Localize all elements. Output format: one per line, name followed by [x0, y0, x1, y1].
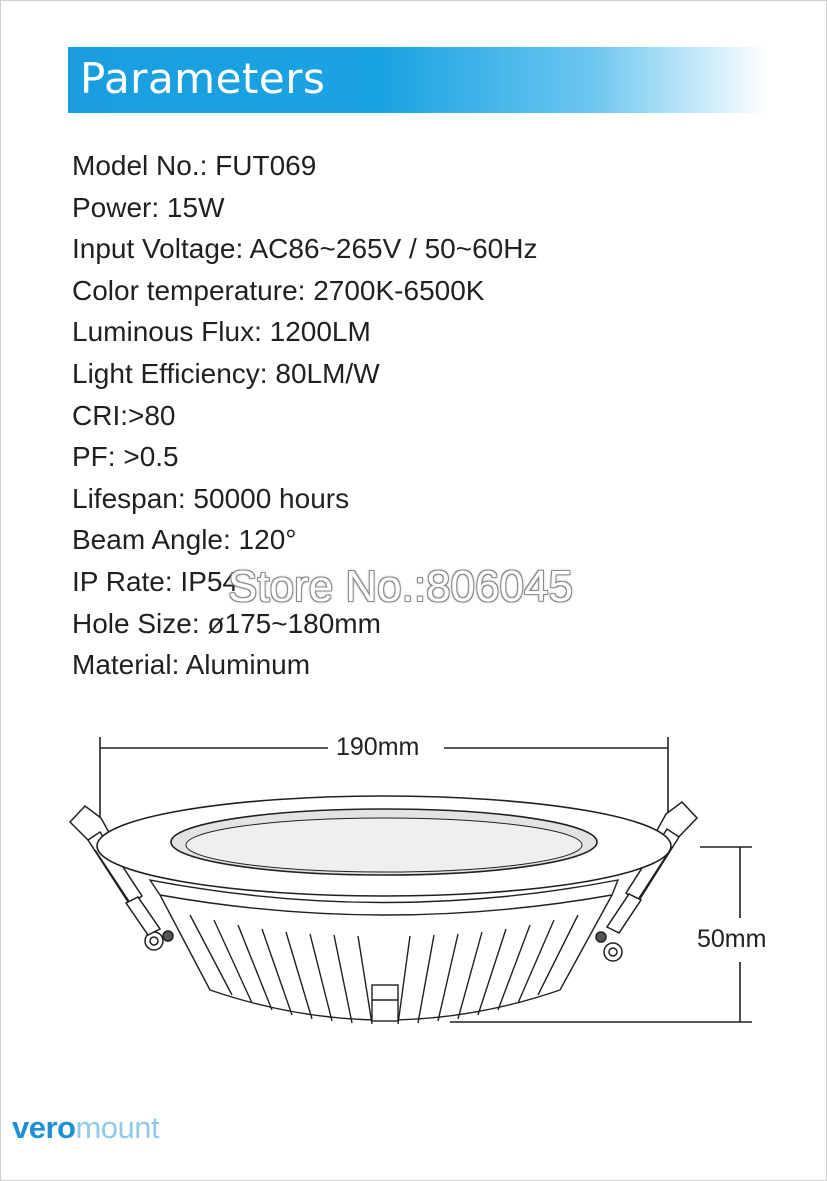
param-pf: PF: >0.5 [72, 441, 179, 473]
param-lifespan: Lifespan: 50000 hours [72, 482, 350, 514]
param-power: Power: 15W [72, 191, 225, 223]
param-cri: CRI:>80 [72, 399, 176, 431]
page-title: Parameters [80, 54, 326, 103]
brand-logo-part1: vero [12, 1110, 76, 1145]
param-color-temperature: Color temperature: 2700K-6500K [72, 274, 485, 306]
heat-sink [150, 880, 618, 1024]
trim-ring [97, 796, 671, 896]
param-material: Material: Aluminum [72, 649, 311, 681]
param-beam-angle: Beam Angle: 120° [72, 524, 297, 556]
param-ip-rate: IP Rate: IP54 [72, 565, 239, 597]
store-watermark: Store No.:806045 [228, 562, 573, 611]
param-light-efficiency: Light Efficiency: 80LM/W [72, 357, 380, 389]
width-dimension-label: 190mm [332, 733, 423, 762]
brand-logo [12, 1110, 159, 1146]
height-dimension-label: 50mm [693, 925, 770, 954]
brand-logo-part2: mount [75, 1110, 160, 1145]
param-luminous-flux: Luminous Flux: 1200LM [72, 316, 371, 348]
param-model: Model No.: FUT069 [72, 150, 317, 181]
param-hole-size: Hole Size: ø175~180mm [72, 607, 381, 639]
param-input-voltage: Input Voltage: AC86~265V / 50~60Hz [72, 233, 538, 265]
